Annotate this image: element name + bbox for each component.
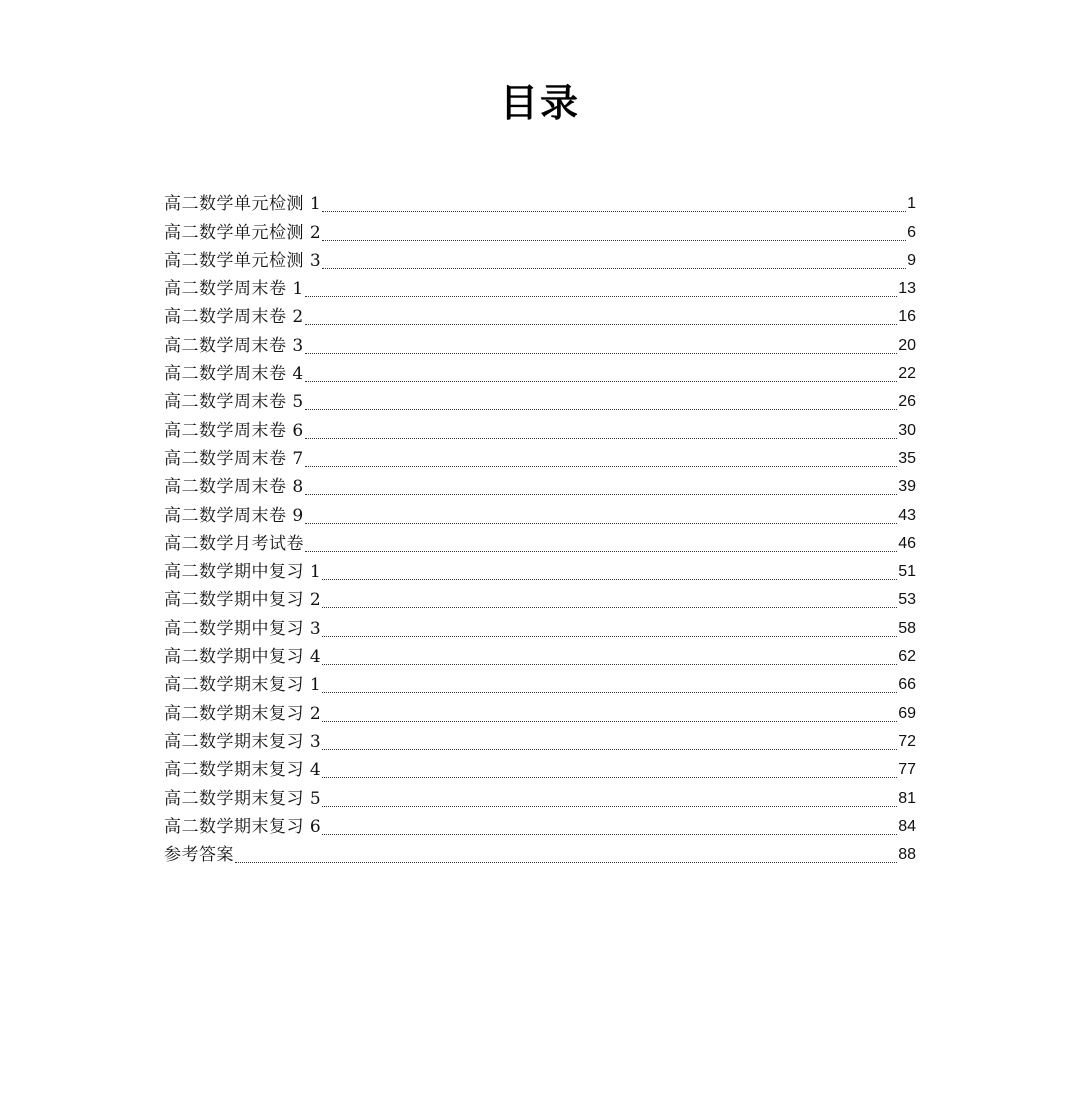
toc-dot-leader: [322, 833, 897, 835]
toc-entry-page: 13: [898, 280, 916, 298]
toc-entry-label: 高二数学单元检测 3: [164, 250, 322, 271]
toc-entry-label: 高二数学周末卷 8: [164, 477, 304, 498]
toc-entry-page: 58: [898, 619, 916, 637]
toc-dot-leader: [322, 776, 897, 778]
toc-entry[interactable]: [164, 190, 916, 218]
table-of-contents: [164, 190, 916, 869]
toc-entry-label: 高二数学期末复习 3: [164, 731, 322, 752]
toc-dot-leader: [322, 267, 906, 269]
toc-entry-label: 参考答案: [164, 845, 234, 866]
toc-entry-label: 高二数学周末卷 2: [164, 307, 304, 328]
toc-entry-label: 高二数学期末复习 6: [164, 816, 322, 837]
toc-entry-label: 高二数学周末卷 4: [164, 364, 304, 385]
toc-entry-label: 高二数学周末卷 5: [164, 392, 304, 413]
toc-entry-label: 高二数学期末复习 5: [164, 788, 322, 809]
toc-entry-page: 20: [898, 336, 916, 354]
toc-entry[interactable]: [164, 643, 916, 671]
toc-entry[interactable]: [164, 614, 916, 642]
toc-entry-page: 9: [907, 251, 916, 269]
toc-entry-page: 81: [898, 789, 916, 807]
toc-entry[interactable]: [164, 388, 916, 416]
toc-dot-leader: [305, 465, 897, 467]
toc-dot-leader: [235, 861, 897, 863]
toc-entry[interactable]: [164, 671, 916, 699]
toc-dot-leader: [305, 522, 897, 524]
toc-entry-label: 高二数学周末卷 9: [164, 505, 304, 526]
toc-entry-page: 66: [898, 676, 916, 694]
toc-entry-page: 22: [898, 365, 916, 383]
toc-dot-leader: [322, 720, 897, 722]
toc-dot-leader: [322, 805, 897, 807]
toc-entry-page: 1: [907, 195, 916, 213]
toc-entry-page: 62: [898, 648, 916, 666]
toc-dot-leader: [322, 691, 897, 693]
toc-dot-leader: [322, 748, 897, 750]
toc-entry[interactable]: [164, 445, 916, 473]
toc-entry-label: 高二数学期中复习 1: [164, 562, 322, 583]
toc-dot-leader: [322, 635, 897, 637]
toc-entry-page: 69: [898, 704, 916, 722]
toc-dot-leader: [305, 550, 897, 552]
toc-dot-leader: [322, 578, 897, 580]
toc-entry[interactable]: [164, 813, 916, 841]
toc-dot-leader: [305, 295, 897, 297]
toc-entry-page: 77: [898, 761, 916, 779]
page-title: 目录: [499, 81, 580, 125]
toc-entry[interactable]: [164, 360, 916, 388]
toc-entry-label: 高二数学周末卷 7: [164, 448, 304, 469]
toc-entry-page: 88: [898, 846, 916, 864]
toc-dot-leader: [305, 408, 897, 410]
toc-entry-page: 53: [898, 591, 916, 609]
toc-entry-page: 84: [898, 817, 916, 835]
toc-entry[interactable]: [164, 586, 916, 614]
toc-dot-leader: [305, 437, 897, 439]
toc-entry[interactable]: [164, 275, 916, 303]
toc-entry-page: 26: [898, 393, 916, 411]
toc-dot-leader: [305, 323, 897, 325]
toc-dot-leader: [305, 493, 897, 495]
toc-dot-leader: [305, 352, 897, 354]
toc-dot-leader: [322, 239, 906, 241]
toc-entry-label: 高二数学期中复习 2: [164, 590, 322, 611]
toc-entry-label: 高二数学期末复习 4: [164, 760, 322, 781]
toc-entry-page: 72: [898, 732, 916, 750]
toc-entry[interactable]: [164, 331, 916, 359]
toc-entry[interactable]: [164, 247, 916, 275]
toc-entry-page: 51: [898, 563, 916, 581]
toc-entry-label: 高二数学周末卷 6: [164, 420, 304, 441]
toc-entry[interactable]: [164, 784, 916, 812]
toc-entry[interactable]: [164, 218, 916, 246]
toc-entry-label: 高二数学月考试卷: [164, 533, 304, 554]
toc-entry[interactable]: [164, 416, 916, 444]
toc-entry-label: 高二数学期中复习 3: [164, 618, 322, 639]
toc-entry-label: 高二数学期末复习 1: [164, 675, 322, 696]
toc-entry[interactable]: [164, 699, 916, 727]
toc-entry-page: 6: [907, 223, 916, 241]
toc-entry[interactable]: [164, 558, 916, 586]
toc-entry-label: 高二数学周末卷 3: [164, 335, 304, 356]
toc-entry-label: 高二数学单元检测 1: [164, 194, 322, 215]
toc-dot-leader: [305, 380, 897, 382]
toc-entry[interactable]: [164, 303, 916, 331]
toc-entry-label: 高二数学期末复习 2: [164, 703, 322, 724]
toc-entry[interactable]: [164, 473, 916, 501]
toc-entry-page: 35: [898, 449, 916, 467]
toc-entry-page: 30: [898, 421, 916, 439]
toc-entry-page: 43: [898, 506, 916, 524]
toc-entry[interactable]: [164, 756, 916, 784]
toc-entry[interactable]: [164, 728, 916, 756]
toc-entry-label: 高二数学期中复习 4: [164, 647, 322, 668]
toc-entry[interactable]: [164, 501, 916, 529]
toc-entry-label: 高二数学单元检测 2: [164, 222, 322, 243]
toc-entry-page: 46: [898, 534, 916, 552]
toc-entry-label: 高二数学周末卷 1: [164, 279, 304, 300]
toc-dot-leader: [322, 210, 906, 212]
toc-entry[interactable]: [164, 841, 916, 869]
toc-dot-leader: [322, 606, 897, 608]
toc-entry-page: 16: [898, 308, 916, 326]
toc-entry-page: 39: [898, 478, 916, 496]
toc-entry[interactable]: [164, 530, 916, 558]
toc-dot-leader: [322, 663, 897, 665]
